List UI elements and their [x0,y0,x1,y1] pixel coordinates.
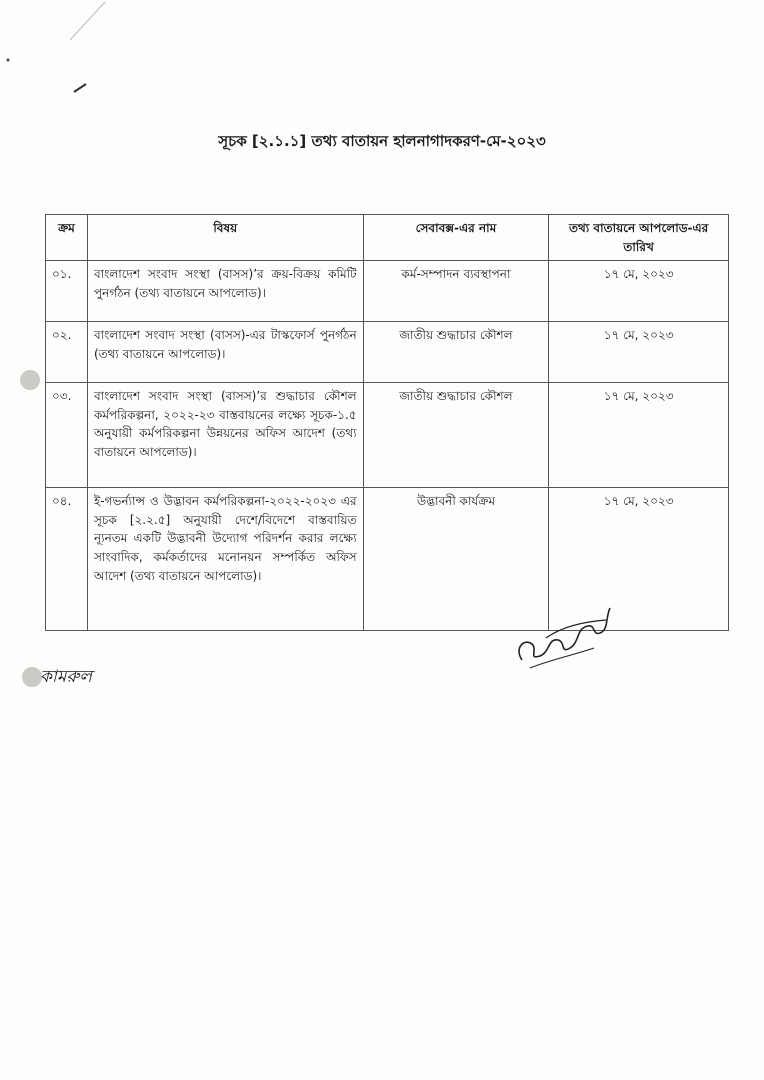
table-row [46,261,729,322]
header-serial: ক্রম [46,215,88,261]
punch-hole-lower [22,667,42,687]
row-subject: বাংলাদেশ সংবাদ সংস্থা (বাসস)-এর টাস্কফোর্স পুনর্গঠন (তথ্য বাতায়নে আপলোড)। [87,322,363,383]
upload-table [45,214,729,631]
row-service-box: উদ্ভাবনী কার্যক্রম [363,488,549,631]
row-subject: বাংলাদেশ সংবাদ সংস্থা (বাসস)’র শুদ্ধাচার কৌশল কর্মপরিকল্পনা, ২০২২-২৩ বাস্তবায়নের লক্ষ্যে সূচক-১.৫ অনুযায়ী কর্মপরিকল্পনা উন্নয়নের অফিস আদেশ (তথ্য বাতায়নে আপলোড)। [87,383,363,488]
row-service-box: জাতীয় শুদ্ধাচার কৌশল [363,383,549,488]
header-service-box: সেবাবক্স-এর নাম [363,215,549,261]
header-subject: বিষয় [87,215,363,261]
row-upload-date: ১৭ মে, ২০২৩ [549,322,729,383]
header-upload-date: তথ্য বাতায়নে আপলোড-এর তারিখ [549,215,729,261]
punch-hole-upper [20,370,40,390]
row-service-box: জাতীয় শুদ্ধাচার কৌশল [363,322,549,383]
row-subject: ই-গভর্ন্যান্স ও উদ্ভাবন কর্মপরিকল্পনা-২০২২-২০২৩ এর সূচক [২.২.৫] অনুযায়ী দেশে/বিদেশে বাস্তবায়িত ন্যূনতম একটি উদ্ভাবনী উদ্যোগ পরিদর্শন করার লক্ষ্যে সাংবাদিক, কর্মকর্তাদের মনোনয়ন সম্পর্কিত অফিস আদেশ (তথ্য বাতায়নে আপলোড)। [87,488,363,631]
row-upload-date: ১৭ মে, ২০২৩ [549,383,729,488]
row-upload-date: ১৭ মে, ২০২৩ [549,488,729,631]
row-serial: ০৩. [46,383,88,488]
row-serial: ০৪. [46,488,88,631]
table-row [46,488,729,631]
table-row [46,383,729,488]
handwritten-note: কামরুল [40,667,92,687]
row-serial: ০২. [46,322,88,383]
table-header-row [46,215,729,261]
table-row [46,322,729,383]
row-upload-date: ১৭ মে, ২০২৩ [549,261,729,322]
row-subject: বাংলাদেশ সংবাদ সংস্থা (বাসস)’র ক্রয়-বিক্রয় কমিটি পুনর্গঠন (তথ্য বাতায়নে আপলোড)। [87,261,363,322]
row-service-box: কর্ম-সম্পাদন ব্যবস্থাপনা [363,261,549,322]
document-title: সূচক [২.১.১] তথ্য বাতায়ন হালনাগাদকরণ-মে-২০২৩ [218,132,546,150]
row-serial: ০১. [46,261,88,322]
signature [510,598,620,678]
scan-artifact-marks [0,0,140,110]
